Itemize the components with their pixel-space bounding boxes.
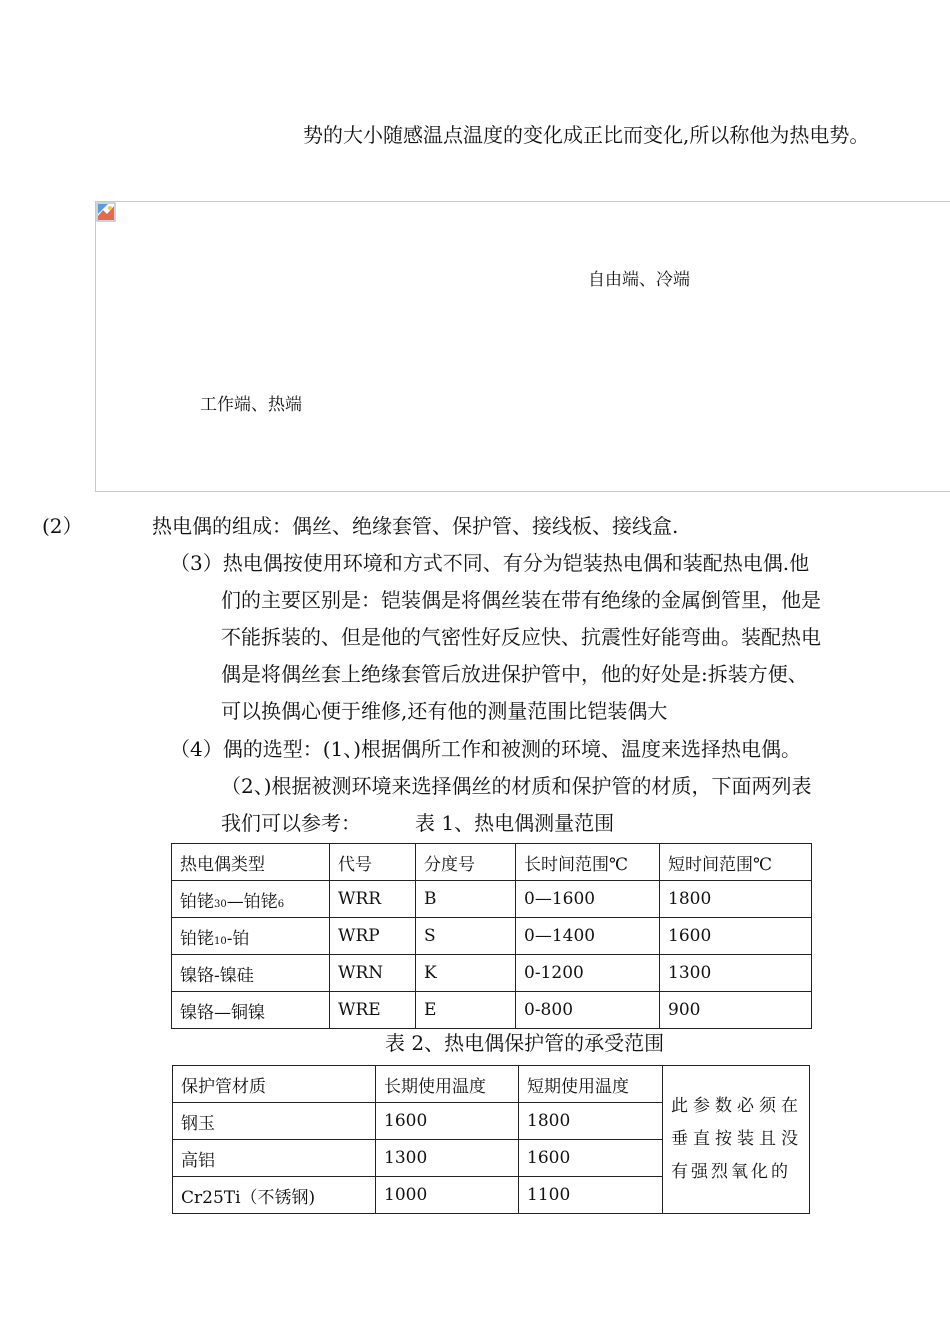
item4-line-3: 我们可以参考： (221, 811, 361, 835)
work-end-label: 工作端、热端 (200, 395, 302, 415)
short-range-cell: 1300 (660, 955, 812, 992)
header-short-term: 短期使用温度 (519, 1066, 663, 1103)
header-material: 保护管材质 (173, 1066, 376, 1103)
long-range-cell: 0—1400 (516, 918, 660, 955)
table-row (172, 918, 812, 955)
long-range-cell: 0-800 (516, 992, 660, 1029)
header-short-range: 短时间范围℃ (660, 844, 812, 881)
table-header-row (172, 844, 812, 881)
header-code: 代号 (330, 844, 416, 881)
header-long-range: 长时间范围℃ (516, 844, 660, 881)
item3-line-1: （3）热电偶按使用环境和方式不同、有分为铠装热电偶和装配热电偶.他 (170, 551, 810, 575)
short-range-cell: 900 (660, 992, 812, 1029)
item2-text: 热电偶的组成：偶丝、绝缘套管、保护管、接线板、接线盒. (152, 514, 679, 538)
graduation-cell: S (416, 918, 516, 955)
long-term-cell: 1600 (376, 1103, 519, 1140)
short-range-cell: 1800 (660, 881, 812, 918)
material-cell: 钢玉 (173, 1103, 376, 1140)
table-header-row (173, 1066, 810, 1103)
free-end-label: 自由端、冷端 (588, 270, 690, 290)
type-cell: 镍铬—铜镍 (172, 992, 330, 1029)
header-long-term: 长期使用温度 (376, 1066, 519, 1103)
item4-line-2: （2、)根据被测环境来选择偶丝的材质和保护管的材质，下面两列表 (221, 774, 812, 798)
thermocouple-figure (95, 201, 950, 492)
broken-image-icon (96, 202, 116, 222)
header-graduation: 分度号 (416, 844, 516, 881)
measuring-range-table (171, 843, 812, 1029)
graduation-cell: B (416, 881, 516, 918)
short-range-cell: 1600 (660, 918, 812, 955)
item3-line-3: 不能拆装的、但是他的气密性好反应快、抗震性好能弯曲。装配热电 (221, 625, 821, 649)
type-cell: 铂铑30—铂铑6 (172, 881, 330, 918)
code-cell: WRP (330, 918, 416, 955)
code-cell: WRE (330, 992, 416, 1029)
graduation-cell: K (416, 955, 516, 992)
item3-line-2: 们的主要区别是：铠装偶是将偶丝装在带有绝缘的金属倒管里，他是 (221, 588, 821, 612)
code-cell: WRR (330, 881, 416, 918)
item3-line-5: 可以换偶心便于维修,还有他的测量范围比铠装偶大 (221, 699, 668, 723)
long-range-cell: 0-1200 (516, 955, 660, 992)
code-cell: WRN (330, 955, 416, 992)
table-row (172, 955, 812, 992)
short-term-cell: 1600 (519, 1140, 663, 1177)
short-term-cell: 1100 (519, 1177, 663, 1214)
item4-line-1: （4）偶的选型：(1、)根据偶所工作和被测的环境、温度来选择热电偶。 (170, 737, 802, 761)
header-type: 热电偶类型 (172, 844, 330, 881)
long-term-cell: 1300 (376, 1140, 519, 1177)
intro-paragraph: 势的大小随感温点温度的变化成正比而变化,所以称他为热电势。 (303, 123, 870, 147)
material-cell: 高铝 (173, 1140, 376, 1177)
material-cell: Cr25Ti（不锈钢) (173, 1177, 376, 1214)
table1-caption: 表 1、热电偶测量范围 (415, 811, 615, 835)
table2-caption: 表 2、热电偶保护管的承受范围 (385, 1031, 665, 1055)
graduation-cell: E (416, 992, 516, 1029)
type-cell: 铂铑10-铂 (172, 918, 330, 955)
item3-line-4: 偶是将偶丝套上绝缘套管后放进保护管中，他的好处是:拆装方便、 (221, 662, 808, 686)
long-range-cell: 0—1600 (516, 881, 660, 918)
short-term-cell: 1800 (519, 1103, 663, 1140)
protection-tube-table (172, 1065, 810, 1214)
table-row (172, 992, 812, 1029)
item2-number: (2） (42, 514, 83, 538)
long-term-cell: 1000 (376, 1177, 519, 1214)
type-cell: 镍铬-镍硅 (172, 955, 330, 992)
note-cell: 此参数必须在垂直按装且没有强烈氧化的 (663, 1066, 810, 1214)
table-row (172, 881, 812, 918)
